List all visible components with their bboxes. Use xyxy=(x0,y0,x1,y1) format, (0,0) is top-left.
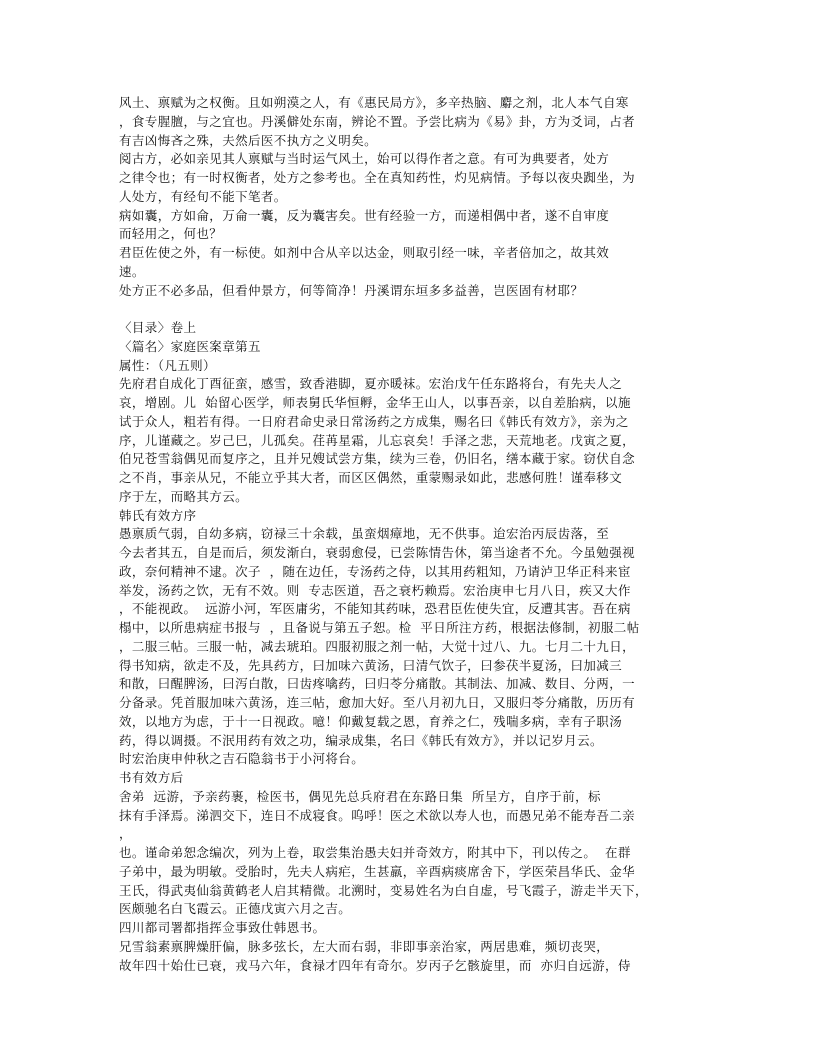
text-line: 药，得以调摄。不泯用药有效之功，编录成集，名曰《韩氏有效方》，并以记岁月云。 xyxy=(119,732,603,748)
text-line: 病如囊，方如侖，万侖一囊，反为囊害矣。世有经验一方，而递相偶中者，遂不自审度 xyxy=(119,207,610,223)
text-line: 时宏治庚申仲秋之吉石隐翁书于小河将台。 xyxy=(119,751,365,767)
blank-line xyxy=(119,300,694,319)
section-family-case xyxy=(119,319,694,975)
text-line: 序，儿谨藏之。岁己巳，儿孤矣。荏苒星霜，儿忘哀矣！手泽之悲，天荒地老。戊寅之夏， xyxy=(119,432,636,448)
text-line: 人处方，有经旬不能下笔者。 xyxy=(119,188,287,204)
text-line: 举发，汤药之饮，无有不效。则 专志医道，吾之衰朽赖焉。宏治庚申七月八日，疾又大作 xyxy=(119,582,631,598)
text-line: 先府君自成化丁酉征蛮，感雪，致香港脚，夏亦暖袜。宏治戊午任东路将台，有先夫人之 xyxy=(119,376,623,392)
text-line: 榻中，以所患病症书报与 ，且备说与第五子恕。检 平日所注方药，根据法修制，初服二帖 xyxy=(119,620,640,635)
text-line: 抹有手泽焉。涕泗交下，连日不成寝食。呜呼！医之术欲以寿人也，而愚兄弟不能寿吾二亲 xyxy=(119,807,636,823)
text-line: 哀，增剧。儿 始留心医学，师表舅氏华恒孵，金华王山人，以事吾亲，以自差胎病，以施 xyxy=(119,395,631,410)
text-line: 王氏，得武夷仙翁黄鹤老人启其精微。北溯时，变易姓名为白自虚，号飞霞子，游走半天下， xyxy=(119,882,648,898)
text-line: ， xyxy=(119,826,132,842)
text-line: 舍弟 远游，予亲药裹，检医书，偶见先总兵府君在东路日集 所呈方，自序于前，标 xyxy=(119,788,601,804)
text-line: 和散，曰醒脾汤，曰泻白散，曰齿疼噙药，曰归苓分痛散。其制法、加减、数目、分两，一 xyxy=(119,676,636,692)
text-line: 分备录。凭首服加味六黄汤，连三帖，愈加大好。至八月初九日，又服归苓分痛散，历历有 xyxy=(119,695,636,710)
text-line: 之不肖，事亲从兄，不能立乎其大者，而区区偶然，重蒙赐录如此，悲感何胜！谨奉移文 xyxy=(119,470,623,485)
text-line: 序于左，而略其方云。 xyxy=(119,488,249,504)
text-line: 子弟中，最为明敏。受胎时，先夫人病疟，生甚羸，辛酉病痰席舍下，学医荣昌华氏、金华 xyxy=(119,863,636,879)
text-line: 愚禀质气弱，自幼多病，窃禄三十余载，虽蛮烟瘴地，无不供事。迨宏治丙辰齿落，至 xyxy=(119,526,610,542)
text-line: 医颇驰名白飞霞云。正德戊寅六月之吉。 xyxy=(119,901,352,917)
text-line: 而轻用之，何也？ xyxy=(119,226,223,242)
text-line: 也。谨命弟恕念编次，列为上卷，取尝集治愚夫妇并奇效方，附其中下，刊以传之。 在群 xyxy=(119,845,631,860)
document-page xyxy=(119,94,694,975)
text-line: 君臣佐使之外，有一标使。如剂中合从辛以达金，则取引经一味，辛者倍加之，故其效 xyxy=(119,245,610,260)
text-line: ，食专腥膻，与之宜也。丹溪僻处东南，辨论不置。予尝比病为《易》卦，方为爻词，占者 xyxy=(119,113,636,129)
text-line: 阅古方，必如亲见其人禀赋与当时运气风土，始可以得作者之意。有可为典要者，处方 xyxy=(119,151,610,167)
text-line: 韩氏有效方序 xyxy=(119,507,197,523)
text-line: 四川都司署都指挥佥事致仕韩恩书。 xyxy=(119,920,326,935)
text-line: 今去者其五，自是而后，须发渐白，衰弱愈侵，已尝陈情告休，第当途者不允。今虽勉强视 xyxy=(119,545,636,560)
text-line: ，不能视政。 远游小河，军医庸劣，不能知其药味，恐君臣佐使失宜，反遭其害。吾在病 xyxy=(119,601,631,617)
text-line: 处方正不必多品，但看仲景方，何等简净！丹溪谓东垣多多益善，岂医固有材耶？ xyxy=(119,282,584,298)
text-line: 〈目录〉卷上 xyxy=(119,320,197,335)
text-line: 速。 xyxy=(119,263,145,279)
text-line: 得书知病，欲走不及，先具药方，曰加味六黄汤，曰清气饮子，曰参茯半夏汤，曰加减三 xyxy=(119,657,623,673)
text-line: 〈篇名〉家庭医案章第五 xyxy=(119,338,261,354)
text-line: 政，奈何精神不逮。次子 ，随在边任，专汤药之侍，以其用药粗知，乃请泸卫华正科来宦 xyxy=(119,563,631,579)
text-line: 兄雪翁素禀脾燥肝偏，脉多弦长，左大而右弱，非即事亲治家，两居患难，频切丧哭， xyxy=(119,938,610,954)
text-line: 效，以地方为虑，于十一日视政。噫！仰戴复载之恩，育养之仁，残喘多病，幸有子职汤 xyxy=(119,713,623,729)
text-line: 试于众人，粗若有得。一日府君命史录日常汤药之方成集，赐名曰《韩氏有效方》，亲为之 xyxy=(119,413,629,429)
text-line: 伯兄苍雪翁偶见而复序之，且并兄嫂试尝方集，续为三卷，仍旧名，缮本藏于家。窃伏自念 xyxy=(119,451,636,467)
text-line: 风土、禀赋为之权衡。且如朔漠之人，有《惠民局方》，多辛热脑、麝之剂，北人本气自寒 xyxy=(119,95,629,110)
text-line: 属性：（凡五则） xyxy=(119,357,216,373)
text-line: 有吉凶悔吝之殊，夫然后医不执方之义明矣。 xyxy=(119,132,378,148)
text-line: 书有效方后 xyxy=(119,770,184,785)
text-line: 之律令也；有一时权衡者，处方之参考也。全在真知药性，灼见病情。予每以夜央踟坐，为 xyxy=(119,170,636,185)
text-line: ，二服三帖。三服一帖，减去琥珀。四服初服之剂一帖，大觉十过八、九。七月二十九日， xyxy=(119,638,636,654)
section-preface-notes xyxy=(119,94,694,300)
text-line: 故年四十始仕已衰，戎马六年，食禄才四年有奇尔。岁丙子乞骸旋里，而 亦归自远游，侍 xyxy=(119,957,631,973)
